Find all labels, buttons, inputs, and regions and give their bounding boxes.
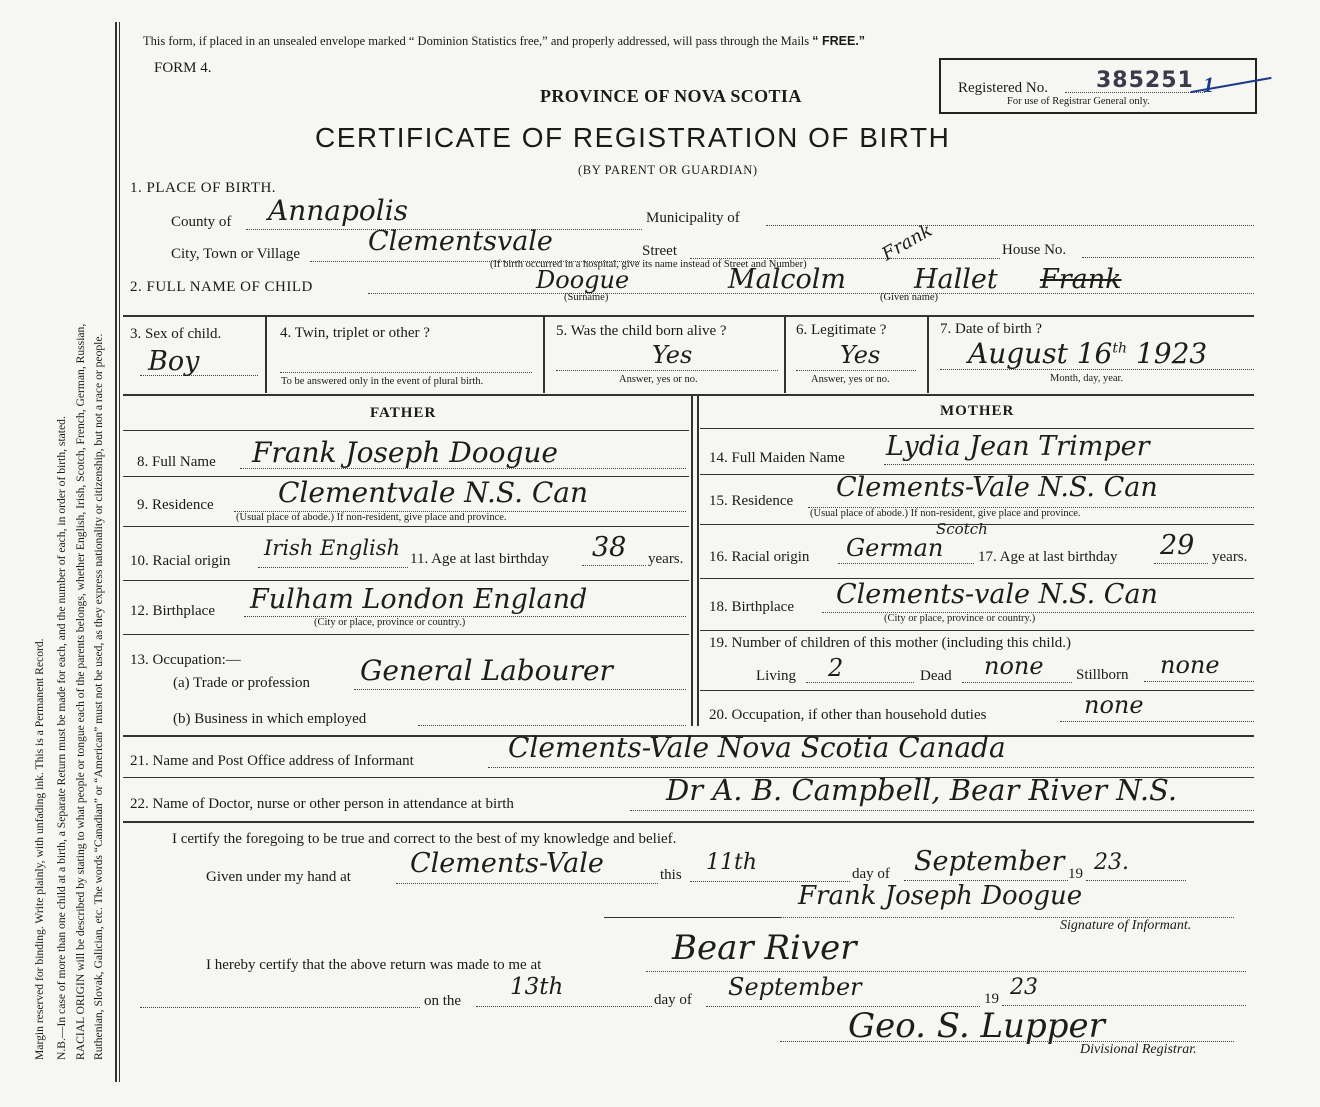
given-year-value: 23.	[1094, 850, 1129, 875]
registered-number: 385251	[1096, 68, 1194, 93]
rule-row3-top	[123, 315, 1254, 317]
return-made-label: I hereby certify that the above return was made to me at	[206, 957, 542, 973]
father-trade-label: (a) Trade or profession	[173, 675, 311, 691]
dob-label: 7. Date of birth ?	[940, 321, 1043, 337]
father-business-label: (b) Business in which employed	[173, 711, 367, 727]
father-birthplace-value: Fulham London England	[250, 584, 588, 615]
county-value: Annapolis	[268, 194, 409, 227]
rule-sep-5	[784, 317, 786, 393]
child-name-label: 2. FULL NAME OF CHILD	[130, 279, 313, 295]
on-the-label: on the	[424, 993, 462, 1009]
father-age-label: 11. Age at last birthday	[410, 551, 549, 567]
father-name-value: Frank Joseph Doogue	[252, 436, 558, 469]
father-age-value: 38	[592, 532, 627, 563]
rule-father-2	[123, 526, 689, 527]
city-label: City, Town or Village	[171, 246, 301, 262]
form-number: FORM 4.	[154, 60, 212, 76]
father-birthplace-note: (City or place, province or country.)	[314, 617, 466, 628]
day-of-label: day of	[852, 866, 890, 882]
rule-father-head	[123, 430, 689, 431]
surname-caption: (Surname)	[564, 292, 609, 303]
mother-birthplace-note: (City or place, province or country.)	[884, 613, 1036, 624]
county-label: County of	[171, 214, 232, 230]
registered-correction: 1	[1203, 72, 1214, 97]
mother-stillborn-value: none	[1160, 651, 1220, 679]
registrar-note: For use of Registrar General only.	[1007, 96, 1150, 107]
mother-residence-note: (Usual place of abode.) If non-resident, give place and province.	[810, 508, 1081, 519]
return-year-prefix: 19	[984, 991, 999, 1007]
margin-instruction-2: N.B.—In case of more than one child at a birth, a Separate Return must be made for each, and the number of each, in order of birth, stated.	[55, 416, 68, 1060]
rule-father-4	[123, 634, 689, 635]
father-heading: FATHER	[370, 405, 437, 421]
margin-instruction-3: RACIAL ORIGIN will be described by stating to what people or tongue each of the parents belongs, whether English, Irish, Scotch, French, German, Russian,	[74, 323, 87, 1060]
informant-value: Clements-Vale Nova Scotia Canada	[508, 731, 1006, 764]
father-trade-value: General Labourer	[360, 654, 613, 687]
rule-mother-head	[700, 428, 1254, 429]
rule-mother-5	[700, 690, 1254, 691]
certificate-title: CERTIFICATE OF REGISTRATION OF BIRTH	[315, 122, 951, 153]
hospital-note: (If birth occurred in a hospital, give its name instead of Street and Number)	[490, 259, 807, 270]
mother-age-unit: years.	[1212, 549, 1248, 565]
mother-age-label: 17. Age at last birthday	[978, 549, 1118, 565]
father-name-label: 8. Full Name	[137, 454, 216, 470]
certificate-subtitle: (BY PARENT OR GUARDIAN)	[578, 163, 758, 177]
municipality-label: Municipality of	[646, 210, 740, 226]
rule-cert-top	[123, 821, 1254, 823]
mother-racial-insert: Scotch	[936, 520, 988, 538]
city-value: Clementsvale	[368, 226, 553, 257]
given-year-prefix: 19	[1068, 866, 1083, 882]
father-residence-label: 9. Residence	[137, 497, 214, 513]
mother-name-label: 14. Full Maiden Name	[709, 450, 845, 466]
rule-sep-4	[543, 317, 545, 393]
rule-sep-3	[265, 317, 267, 393]
return-place-value: Bear River	[672, 928, 857, 968]
rule-parents-divider	[691, 396, 693, 726]
informant-signature: Frank Joseph Doogue	[798, 881, 1083, 911]
father-racial-label: 10. Racial origin	[130, 553, 231, 569]
mother-residence-value: Clements-Vale N.S. Can	[836, 472, 1158, 503]
twin-label: 4. Twin, triplet or other ?	[280, 325, 430, 341]
mother-occupation-label: 20. Occupation, if other than household duties	[709, 707, 987, 723]
given-day-value: 11th	[706, 850, 758, 875]
father-age-unit: years.	[648, 551, 684, 567]
return-month-value: September	[728, 973, 862, 1001]
child-given-insert: Frank	[878, 219, 936, 266]
margin-instruction-4: Ruthenian, Slovak, Galician, etc. The words “Canadian” or “American” must not be used, as they express nationality or citizenship, but not a race or people.	[92, 333, 105, 1060]
registrar-signature: Geo. S. Lupper	[848, 1006, 1105, 1046]
doctor-label: 22. Name of Doctor, nurse or other person in attendance at birth	[130, 796, 514, 812]
signature-of-informant-label: Signature of Informant.	[1060, 918, 1192, 933]
mother-living-label: Living	[756, 668, 796, 684]
street-label: Street	[642, 243, 677, 259]
alive-label: 5. Was the child born alive ?	[556, 323, 727, 339]
mother-age-value: 29	[1160, 530, 1195, 561]
margin-instruction-1: Margin reserved for binding. Write plainly, with unfading ink. This is a Permanent Record.	[33, 638, 46, 1060]
mother-birthplace-label: 18. Birthplace	[709, 599, 794, 615]
this-label: this	[660, 867, 682, 883]
mother-dead-label: Dead	[920, 668, 952, 684]
child-given-struck: Frank	[1040, 264, 1122, 295]
mother-living-value: 2	[828, 654, 844, 682]
alive-value: Yes	[652, 341, 693, 369]
divisional-registrar-label: Divisional Registrar.	[1080, 1042, 1197, 1057]
return-day-of-label: day of	[654, 992, 692, 1008]
mother-occupation-value: none	[1084, 691, 1144, 719]
mother-stillborn-label: Stillborn	[1076, 667, 1129, 683]
father-occupation-label: 13. Occupation:—	[130, 652, 241, 668]
mother-residence-label: 15. Residence	[709, 493, 794, 509]
child-given-name: Malcolm	[728, 264, 846, 295]
rule-father-3	[123, 580, 689, 581]
house-number-label: House No.	[1002, 242, 1067, 258]
registered-label: Registered No.	[958, 80, 1048, 96]
informant-label: 21. Name and Post Office address of Informant	[130, 753, 414, 769]
mother-heading: MOTHER	[940, 403, 1015, 419]
province-heading: PROVINCE OF NOVA SCOTIA	[540, 86, 802, 106]
mail-notice: This form, if placed in an unsealed envelope marked “ Dominion Statistics free,” and properly addressed, will pass through the Mails “ FREE.”	[143, 34, 866, 48]
rule-parents-divider-2	[697, 396, 699, 726]
father-residence-note: (Usual place of abode.) If non-resident, give place and province.	[236, 512, 507, 523]
mother-name-value: Lydia Jean Trimper	[886, 431, 1150, 462]
mother-dead-value: none	[984, 652, 1044, 680]
given-month-value: September	[914, 846, 1065, 877]
doctor-value: Dr A. B. Campbell, Bear River N.S.	[666, 773, 1178, 807]
place-of-birth-heading: 1. PLACE OF BIRTH.	[130, 180, 277, 196]
margin-rule-inner	[119, 22, 120, 1082]
rule-sep-6	[927, 317, 929, 393]
registration-box	[939, 58, 1257, 114]
legitimate-note: Answer, yes or no.	[811, 374, 890, 385]
father-racial-value: Irish English	[264, 536, 401, 560]
legitimate-label: 6. Legitimate ?	[796, 322, 887, 338]
dob-value: August 16th 1923	[968, 337, 1208, 370]
sex-label: 3. Sex of child.	[130, 326, 222, 342]
sex-value: Boy	[148, 346, 200, 377]
given-caption: (Given name)	[880, 292, 939, 303]
certification-statement: I certify the foregoing to be true and correct to the best of my knowledge and belief.	[172, 831, 677, 847]
dob-note: Month, day, year.	[1050, 373, 1124, 384]
father-residence-value: Clementvale N.S. Can	[278, 476, 589, 509]
child-surname: Doogue	[536, 266, 630, 294]
twin-note: To be answered only in the event of plural birth.	[281, 376, 484, 387]
given-place-value: Clements-Vale	[410, 848, 604, 879]
alive-note: Answer, yes or no.	[619, 374, 698, 385]
mother-racial-label: 16. Racial origin	[709, 549, 810, 565]
mother-racial-value: German	[846, 534, 944, 562]
given-under-hand-label: Given under my hand at	[206, 869, 351, 885]
return-day-value: 13th	[510, 974, 564, 1000]
margin-rule	[115, 22, 117, 1082]
rule-mother-4	[700, 630, 1254, 631]
father-birthplace-label: 12. Birthplace	[130, 603, 215, 619]
mother-children-label: 19. Number of children of this mother (including this child.)	[709, 635, 1072, 651]
mother-birthplace-value: Clements-vale N.S. Can	[836, 579, 1158, 610]
signature-rule	[604, 917, 780, 918]
child-middle-name: Hallet	[914, 264, 998, 295]
legitimate-value: Yes	[840, 341, 881, 369]
rule-row3-bottom	[123, 394, 1254, 396]
return-year-value: 23	[1010, 975, 1038, 1000]
